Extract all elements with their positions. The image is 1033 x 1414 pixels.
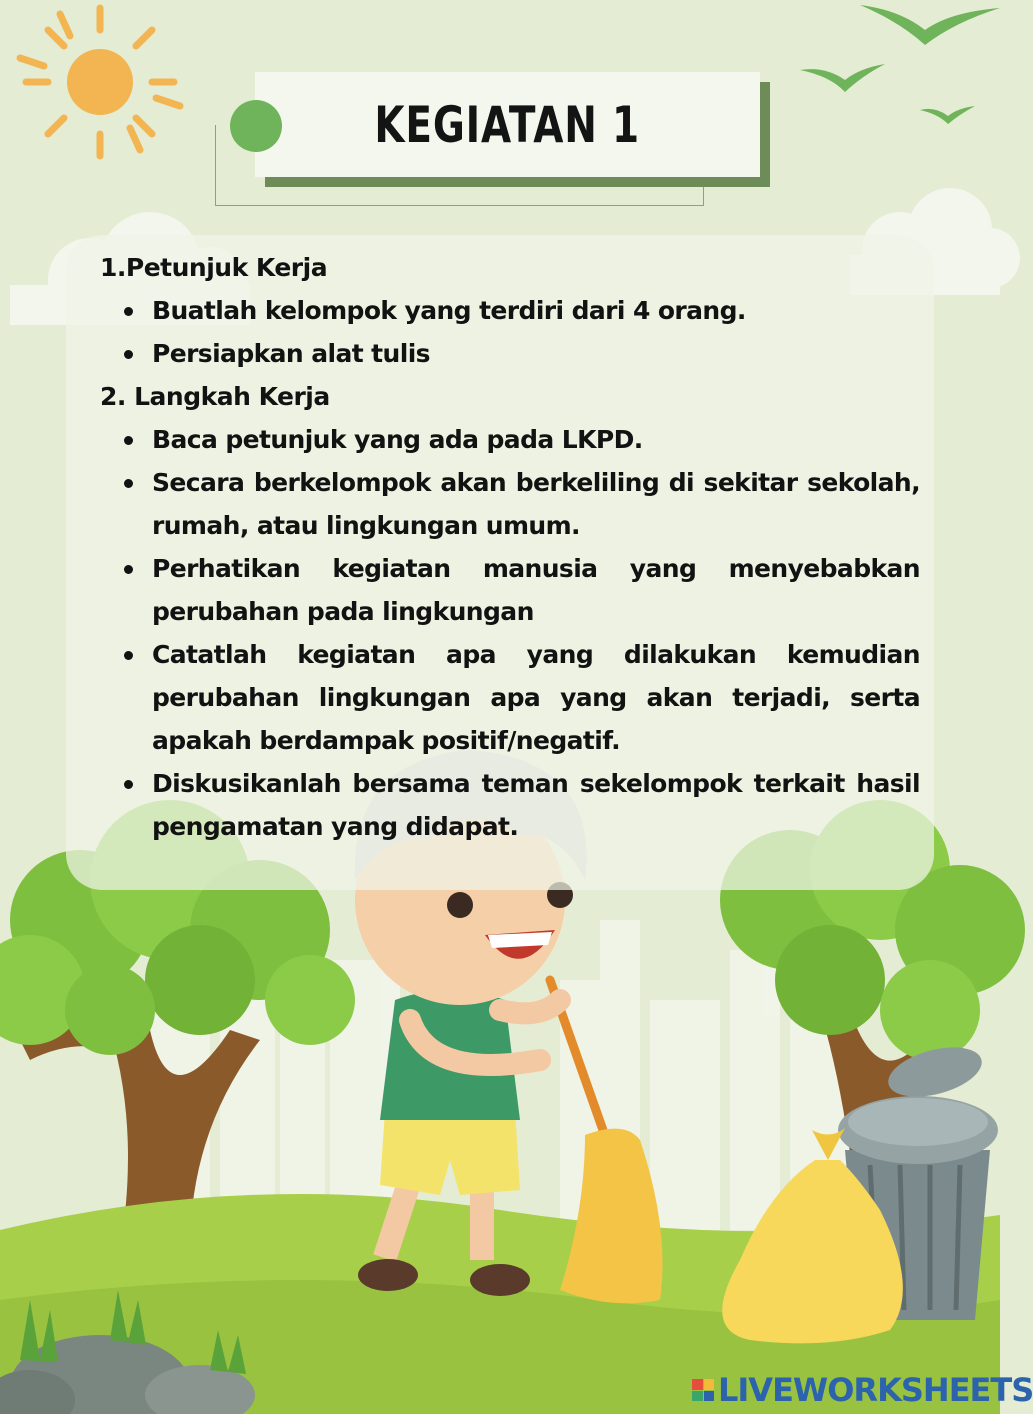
list-item: Catatlah kegiatan apa yang dilakukan kemudian perubahan lingkungan apa yang akan terjadi, serta apakah berdampak positif/negatif. [152, 633, 920, 762]
list-item: Baca petunjuk yang ada pada LKPD. [152, 418, 920, 461]
list-item: Diskusikanlah bersama teman sekelompok terkait hasil pengamatan yang didapat. [152, 762, 920, 848]
page-title: KEGIATAN 1 [374, 95, 641, 154]
list-item: Secara berkelompok akan berkeliling di sekitar sekolah, rumah, atau lingkungan umum. [152, 461, 920, 547]
liveworksheets-watermark[interactable] [692, 1370, 1033, 1410]
liveworksheets-logo-icon [692, 1379, 714, 1401]
list-item: Persiapkan alat tulis [152, 332, 920, 375]
bullet-list [100, 289, 920, 375]
title-accent-dot [230, 100, 282, 152]
section-petunjuk-kerja [100, 246, 920, 375]
instructions-content [100, 246, 920, 848]
section-heading: 1.Petunjuk Kerja [100, 253, 328, 282]
title-box [255, 72, 760, 177]
section-langkah-kerja [100, 375, 920, 848]
watermark-text: LIVEWORKSHEETS [718, 1371, 1033, 1409]
section-heading: 2. Langkah Kerja [100, 382, 330, 411]
list-item: Buatlah kelompok yang terdiri dari 4 orang. [152, 289, 920, 332]
bullet-list [100, 418, 920, 848]
list-item: Perhatikan kegiatan manusia yang menyebabkan perubahan pada lingkungan [152, 547, 920, 633]
